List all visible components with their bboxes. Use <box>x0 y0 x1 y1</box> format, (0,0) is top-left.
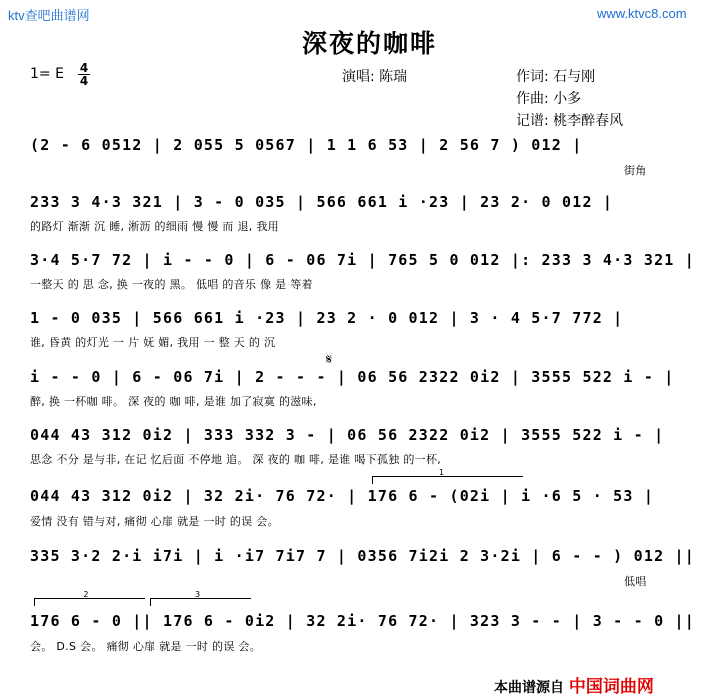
score-line-8-notes: 335 3·2 2·i i7i | i ·i7 7i7 7 | 0356 7i2i 2 3·2i | 6 - - ) 012 || <box>30 547 695 565</box>
volta-bracket-1: 1 <box>372 476 523 484</box>
footer-source <box>494 672 654 697</box>
score-line-5-notes: i - - 0 | 6 - 06 7i | 2 - - - | 06 56 2322 0i2 | 3555 522 i - | <box>30 368 675 386</box>
score-line-2-notes: 233 3 4·3 321 | 3 - 0 035 | 566 661 i ·23 | 23 2· 0 012 | <box>30 193 614 211</box>
credit-composer: 作曲: 小多 <box>516 91 582 107</box>
credit-transcriber: 记谱: 桃李醉春风 <box>516 113 624 129</box>
time-signature-top: 4 <box>79 61 89 75</box>
credit-lyricist: 作词: 石与刚 <box>516 69 596 85</box>
score-line-5-lyrics: 醉, 换 一杯咖 啡。 深 夜的 咖 啡, 是谁 加了寂寞 的滋味, <box>30 395 317 408</box>
song-title: 深夜的咖啡 <box>302 29 438 58</box>
credit-singer: 演唱: 陈瑞 <box>342 69 408 85</box>
score-line-9-notes: 176 6 - 0 || 176 6 - 0i2 | 32 2i· 76 72· | 323 3 - - | 3 - - 0 || <box>30 612 695 630</box>
volta-bracket-3: 3 <box>150 598 251 606</box>
score-line-6-notes: 044 43 312 0i2 | 333 332 3 - | 06 56 2322 0i2 | 3555 522 i - | <box>30 426 665 444</box>
score-line-6-lyrics: 思念 不分 是与非, 在记 忆后面 不停地 追。 深 夜的 咖 啡, 是谁 喝下孤独 的一杯, <box>30 453 442 466</box>
score-line-4-lyrics: 谁, 昏黄 的灯光 一 片 妩 媚, 我用 一 整 天 的 沉 <box>30 336 276 349</box>
volta-bracket-2: 2 <box>34 598 145 606</box>
score-line-3-lyrics: 一整天 的 思 念, 换 一夜的 黑。 低唱 的音乐 像 是 等着 <box>30 278 313 291</box>
score-line-1-lyrics: 街角 <box>624 164 647 177</box>
score-line-4-notes: 1 - 0 035 | 566 661 i ·23 | 23 2 · 0 012 | 3 · 4 5·7 772 | <box>30 309 624 327</box>
watermark-right: www.ktvc8.com <box>597 6 687 21</box>
time-signature <box>78 62 90 87</box>
score-line-1-notes: (2 - 6 0512 | 2 055 5 0567 | 1 1 6 53 | 2 56 7 ) 012 | <box>30 136 583 154</box>
segno-sign: 𝄋 <box>326 352 333 368</box>
score-line-9-lyrics: 会。 D.S 会。 痛彻 心扉 就是 一时 的误 会。 <box>30 640 262 653</box>
score-line-2-lyrics: 的路灯 渐渐 沉 睡, 淅沥 的细雨 慢 慢 而 退, 我用 <box>30 220 279 233</box>
key-signature: 1= E <box>30 66 64 82</box>
watermark-left: ktv查吧曲谱网 <box>8 8 90 23</box>
score-line-3-notes: 3·4 5·7 72 | i - - 0 | 6 - 06 7i | 765 5 0 012 |: 233 3 4·3 321 | <box>30 251 695 269</box>
score-line-7-notes: 044 43 312 0i2 | 32 2i· 76 72· | 176 6 - (02i | i ·6 5 · 53 | <box>30 487 655 505</box>
score-line-8-lyrics: 低唱 <box>624 575 647 588</box>
footer-source-label: 本曲谱源自 <box>494 680 564 696</box>
score-line-7-lyrics: 爱情 没有 错与对, 痛彻 心扉 就是 一时 的误 会。 <box>30 515 279 528</box>
footer-site-name: 中国词曲网 <box>568 677 654 697</box>
time-signature-bottom: 4 <box>79 74 89 88</box>
